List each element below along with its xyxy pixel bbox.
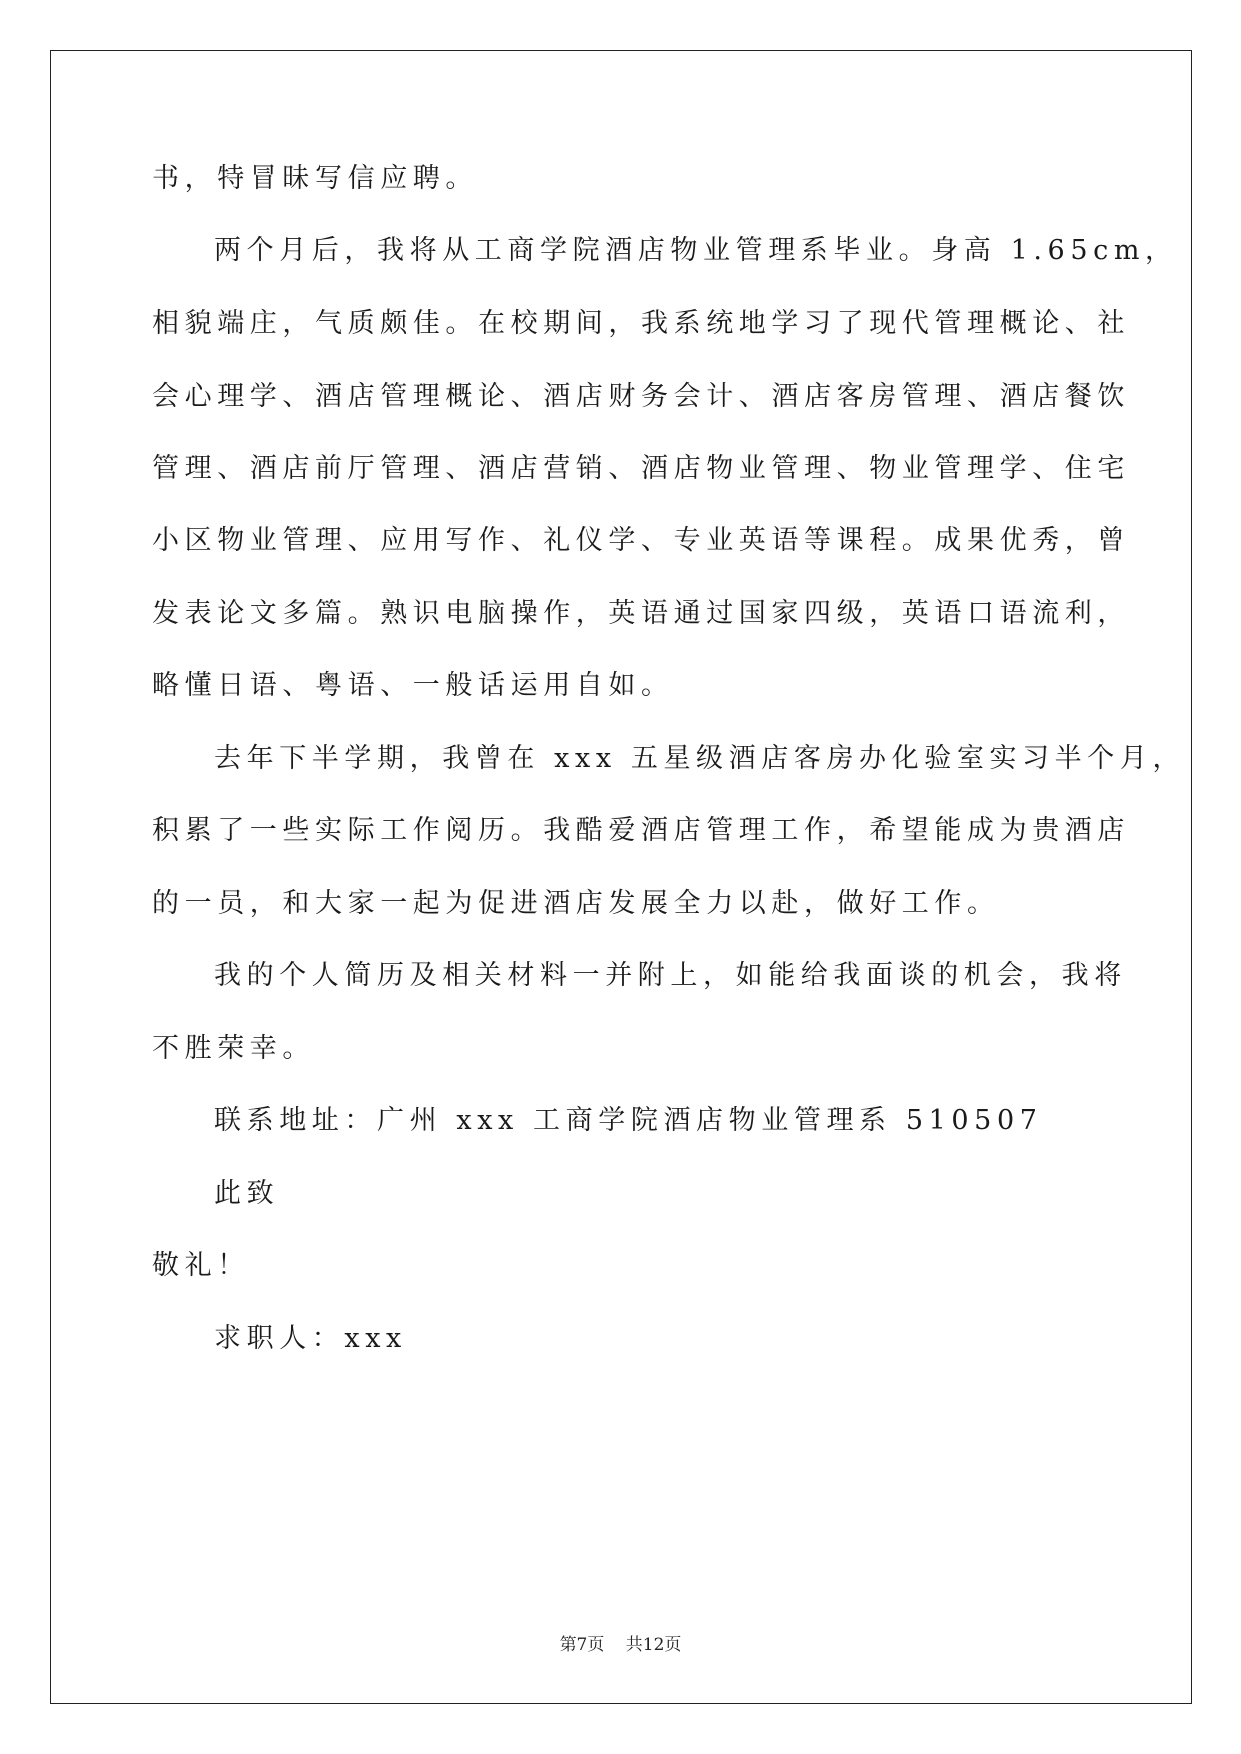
text-line: 的一员，和大家一起为促进酒店发展全力以赴，做好工作。 [152, 888, 1000, 919]
text-line: 发表论文多篇。熟识电脑操作，英语通过国家四级，英语口语流利， [152, 598, 1130, 629]
text-line: 我的个人简历及相关材料一并附上，如能给我面谈的机会，我将 [214, 960, 1127, 991]
text-line: 会心理学、酒店管理概论、酒店财务会计、酒店客房管理、酒店餐饮 [152, 381, 1130, 412]
closing-salutation: 此致 [214, 1178, 280, 1209]
text-line: 小区物业管理、应用写作、礼仪学、专业英语等课程。成果优秀，曾 [152, 525, 1130, 556]
text-line: 不胜荣幸。 [152, 1033, 315, 1064]
closing-regards: 敬礼！ [152, 1250, 250, 1281]
page-border [50, 50, 1192, 1704]
text-line: 相貌端庄，气质颇佳。在校期间，我系统地学习了现代管理概论、社 [152, 308, 1130, 339]
text-line: 略懂日语、粤语、一般话运用自如。 [152, 670, 674, 701]
text-line: 管理、酒店前厅管理、酒店营销、酒店物业管理、物业管理学、住宅 [152, 453, 1130, 484]
applicant-signature: 求职人：xxx [214, 1323, 407, 1354]
text-line: 书，特冒昧写信应聘。 [152, 163, 478, 194]
page-number-total: 共12页 [625, 1635, 682, 1655]
page-number-current: 第7页 [559, 1635, 605, 1655]
text-line: 去年下半学期，我曾在 xxx 五星级酒店客房办化验室实习半个月， [214, 743, 1186, 774]
contact-address: 联系地址：广州 xxx 工商学院酒店物业管理系 510507 [214, 1105, 1043, 1136]
text-line: 两个月后，我将从工商学院酒店物业管理系毕业。身高 1.65cm， [214, 235, 1178, 266]
page-footer [0, 1630, 1241, 1655]
text-line: 积累了一些实际工作阅历。我酷爱酒店管理工作，希望能成为贵酒店 [152, 815, 1130, 846]
